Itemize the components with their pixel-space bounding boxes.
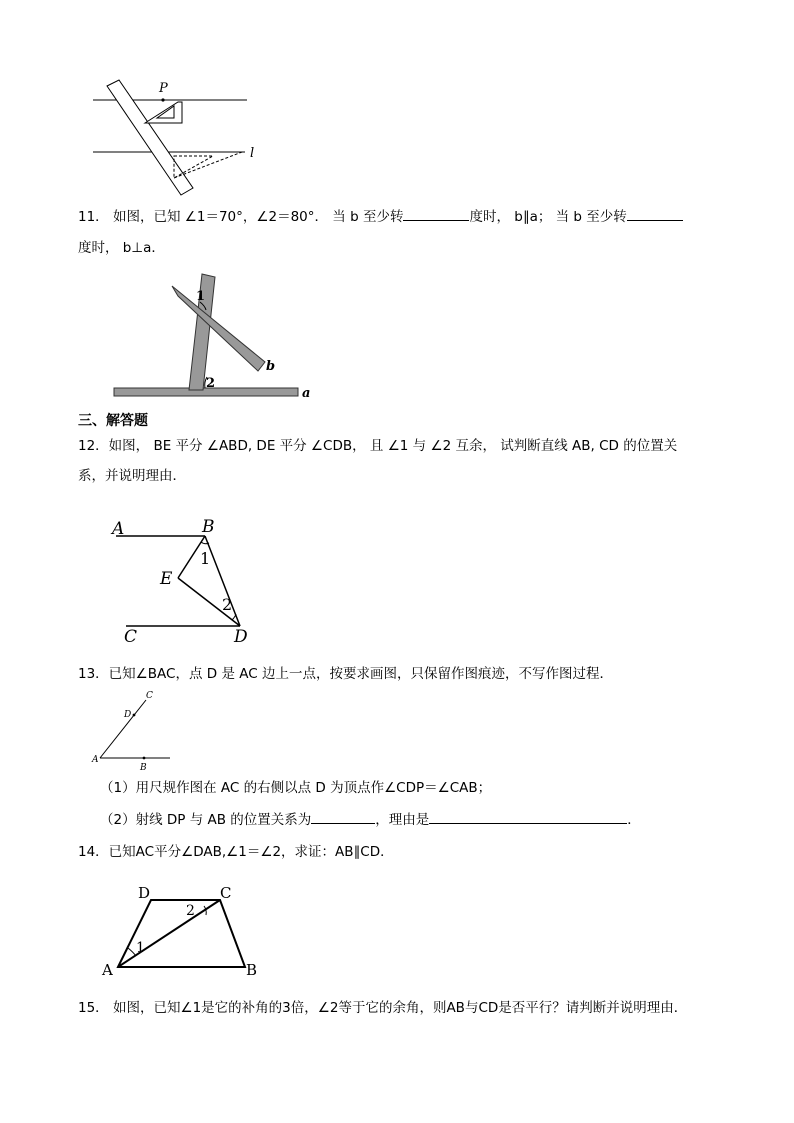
q15-stem: 15． 如图，已知∠1是它的补角的3倍，∠2等于它的余角，则AB与CD是否平行？请判断并说明理由． bbox=[78, 1000, 688, 1016]
q13-label-b: B bbox=[140, 763, 147, 772]
q12-line2: 系，并说明理由． bbox=[78, 468, 186, 484]
q11-label-a: a bbox=[302, 386, 311, 401]
q12-line1: 12．如图， BE 平分 ∠ABD, DE 平分 ∠CDB， 且 ∠1 与 ∠2 互余， 试判断直线 AB, CD 的位置关 bbox=[78, 438, 678, 454]
q14-label-a: A bbox=[102, 961, 113, 979]
q12-label-b: B bbox=[202, 517, 215, 537]
q11-blank-1[interactable] bbox=[403, 206, 469, 221]
q11-text-b: 度时， b∥a； 当 b 至少转 bbox=[469, 209, 627, 225]
q13-stem: 13．已知∠BAC，点 D 是 AC 边上一点，按要求画图，只保留作图痕迹，不写作图过程． bbox=[78, 666, 613, 682]
q13-part1: （1）用尺规作图在 AC 的右侧以点 D 为顶点作∠CDP＝∠CAB； bbox=[100, 780, 492, 796]
q13-label-c: C bbox=[146, 691, 153, 701]
q11-line2: 度时， b⊥a． bbox=[78, 240, 165, 256]
q13-part2-b: ，理由是 bbox=[375, 812, 430, 828]
q12-figure bbox=[108, 514, 268, 646]
q13-part2-a: （2）射线 DP 与 AB 的位置关系为 bbox=[100, 812, 312, 828]
label-l: l bbox=[250, 146, 255, 161]
q12-label-e: E bbox=[160, 569, 173, 589]
q13-part2-c: ． bbox=[627, 812, 641, 828]
q14-label-c: C bbox=[220, 884, 232, 902]
q12-label-1: 1 bbox=[200, 549, 211, 568]
q13-figure bbox=[90, 688, 180, 772]
q13-label-a: A bbox=[92, 755, 99, 765]
q13-label-d: D bbox=[124, 710, 132, 720]
q11-label-2: 2 bbox=[206, 376, 216, 391]
q12-label-a: A bbox=[112, 519, 125, 539]
q14-label-1: 1 bbox=[136, 940, 145, 956]
q14-stem: 14．已知AC平分∠DAB,∠1＝∠2，求证：AB∥CD． bbox=[78, 844, 394, 860]
ruler-triangle-figure bbox=[90, 78, 270, 200]
q12-label-c: C bbox=[124, 627, 138, 646]
q14-label-2: 2 bbox=[186, 903, 195, 919]
q13-blank-relation[interactable] bbox=[311, 809, 375, 824]
q14-label-b: B bbox=[246, 961, 258, 979]
q11-label-b: b bbox=[266, 359, 276, 374]
q11-line1 bbox=[78, 206, 683, 227]
q11-figure bbox=[110, 272, 320, 402]
q13-blank-reason[interactable] bbox=[429, 809, 627, 824]
q12-label-d: D bbox=[234, 627, 248, 646]
q13-part2 bbox=[100, 809, 641, 830]
q11-blank-2[interactable] bbox=[627, 206, 683, 221]
label-p: P bbox=[159, 81, 168, 96]
q14-figure bbox=[100, 880, 270, 980]
q11-label-1: 1 bbox=[196, 289, 206, 304]
q14-label-d: D bbox=[138, 884, 151, 902]
section-title: 三、解答题 bbox=[78, 413, 148, 429]
q11-text-a: 11． 如图，已知 ∠1＝70°，∠2＝80°． 当 b 至少转 bbox=[78, 209, 404, 225]
q12-label-2: 2 bbox=[222, 595, 233, 614]
